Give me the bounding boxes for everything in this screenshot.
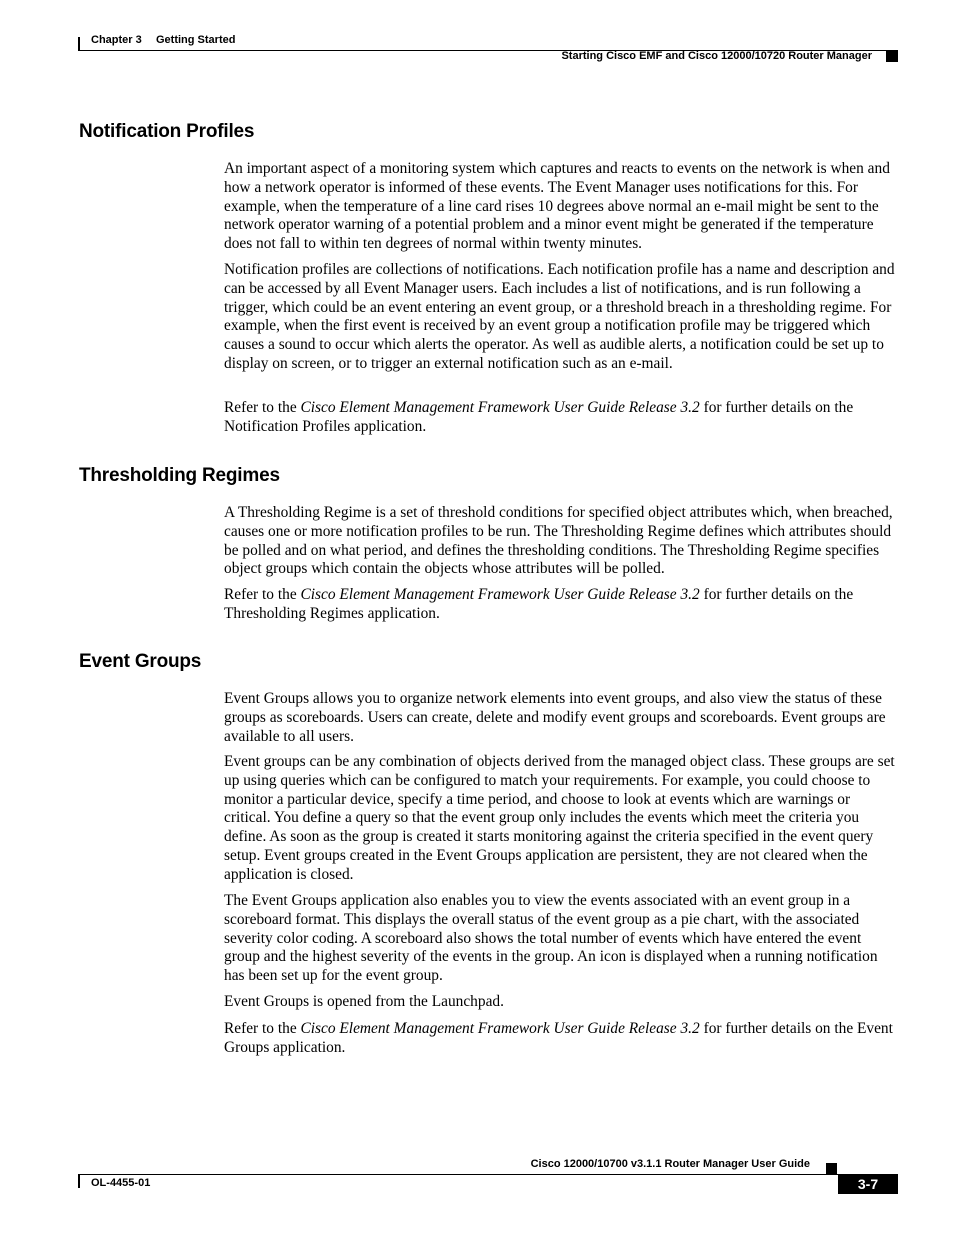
footer-doc-number: OL-4455-01 <box>91 1177 151 1189</box>
footer-rule <box>78 1174 838 1175</box>
reference-title: Cisco Element Management Framework User Guide Release 3.2 <box>300 399 700 416</box>
reference-suffix: for further details on the Notification Profiles application. <box>224 399 854 435</box>
section-title-thresholding-regimes: Thresholding Regimes <box>79 465 280 486</box>
paragraph: Event Groups allows you to organize network elements into event groups, and also view the status of these groups as scoreboards. Users can create, delete and modify event groups and scoreboards. Event groups are available to all users. <box>224 690 886 745</box>
header-square <box>886 51 898 62</box>
paragraph: Event groups can be any combination of objects derived from the managed object class. These groups are set up using queries which can be configured to match your requirements. For example, you could choose to monitor a particular device, specify a time period, and choose to look at events which are warnings or critical. You define a query so that the event group only includes the events which meet the criteria you define. As soon as the group is created it starts monitoring against the criteria specified in the event query setup. Event groups created in the Event Groups application are persistent, they are not cleared when the application is closed. <box>224 753 895 883</box>
paragraph-reference <box>224 399 900 437</box>
footer-left-bar <box>78 1174 80 1188</box>
header-chapter-title: Getting Started <box>156 34 236 46</box>
paragraph: The Event Groups application also enables you to view the events associated with an event group in a scoreboard format. This displays the overall status of the event group as a pie chart, with the associated severity color coding. A scoreboard also shows the total number of events which have entered the event group and the highest severity of the events in the group. An icon is displayed when a running notification has been set up for the event group. <box>224 892 878 985</box>
paragraph: Event Groups is opened from the Launchpad. <box>224 993 504 1010</box>
paragraph-reference <box>224 586 900 624</box>
paragraph: An important aspect of a monitoring system which captures and reacts to events on the network is when and how a network operator is informed of these events. The Event Manager uses notifications for this. For example, when the temperature of a line card rises 10 degrees above normal an e-mail might be sent to the network operator warning of a potential problem and a minor event might be generated if the temperature does not fall to within ten degrees of normal within twenty minutes. <box>224 160 890 253</box>
footer-square <box>826 1163 837 1174</box>
reference-title: Cisco Element Management Framework User Guide Release 3.2 <box>300 1020 700 1037</box>
reference-suffix: for further details on the Thresholding Regimes application. <box>224 586 854 622</box>
paragraph: A Thresholding Regime is a set of threshold conditions for specified object attributes which, when breached, causes one or more notification profiles to be run. The Thresholding Regime defines which attributes should be polled and on what period, and defines the thresholding conditions. The Thresholding Regime specifies object groups which contain the objects whose attributes will be polled. <box>224 504 893 578</box>
section-title-notification-profiles: Notification Profiles <box>79 121 255 142</box>
reference-prefix: Refer to the <box>224 399 301 416</box>
header-left-bar <box>78 37 80 51</box>
section-title-event-groups: Event Groups <box>79 651 202 672</box>
reference-prefix: Refer to the <box>224 586 301 603</box>
header-running-title: Starting Cisco EMF and Cisco 12000/10720 Router Manager <box>561 50 872 62</box>
reference-suffix: for further details on the Event Groups application. <box>224 1020 893 1056</box>
header-chapter: Chapter 3 <box>91 34 142 46</box>
paragraph: Notification profiles are collections of notifications. Each notification profile has a name and description and can be accessed by all Event Manager users. Each includes a list of notifications, and is run following a trigger, which could be an event entering an event group, or a threshold breach in a thresholding regime. For example, when the first event is received by an event group a notification profile may be triggered which causes a sound to occur which alerts the operator. As well as audible alerts, a notification could be set up to display on screen, or to trigger an external notification such as an e-mail. <box>224 261 895 372</box>
reference-prefix: Refer to the <box>224 1020 301 1037</box>
page-number: 3-7 <box>838 1174 898 1194</box>
paragraph-reference <box>224 1020 900 1058</box>
reference-title: Cisco Element Management Framework User Guide Release 3.2 <box>300 586 700 603</box>
footer-guide-title: Cisco 12000/10700 v3.1.1 Router Manager User Guide <box>530 1158 810 1170</box>
